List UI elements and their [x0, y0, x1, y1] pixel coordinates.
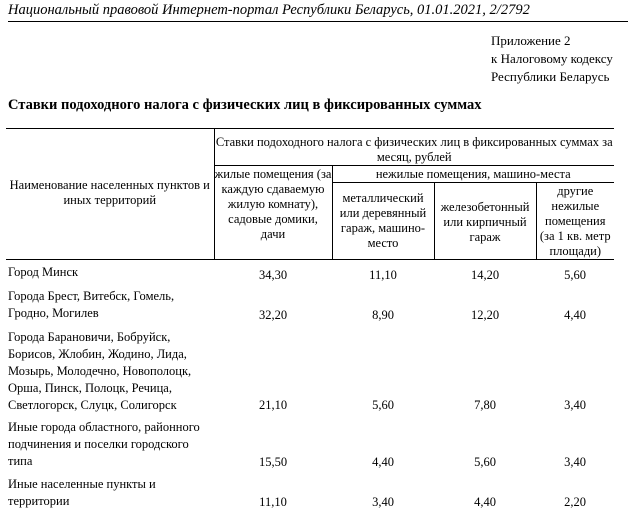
cell-concrete-garage: 12,20: [470, 308, 500, 322]
cell-other: 5,60: [564, 268, 586, 282]
cell-other: 4,40: [564, 308, 586, 322]
row-name: Города Брест, Витебск, Гомель, Гродно, Могилев: [8, 289, 175, 320]
row-name: Иные населенные пункты и территории: [8, 477, 156, 508]
appendix-line-1: Приложение 2: [491, 33, 571, 48]
cell-concrete-garage: 14,20: [470, 268, 500, 282]
cell-residential: 21,10: [258, 398, 288, 412]
cell-residential: 34,30: [258, 268, 288, 282]
row-name: Город Минск: [8, 265, 79, 279]
table-row: [6, 414, 614, 471]
cell-residential: 11,10: [259, 495, 287, 509]
table-row: [6, 262, 614, 284]
row-name: Города Барановичи, Бобруйск, Борисов, Жлобин, Жодино, Лида, Мозырь, Молодечно, Новополоцк, Орша, Пинск, Полоцк, Речица, Светлогорск, Слуцк, Солигорск: [8, 330, 192, 412]
cell-residential: 15,50: [258, 455, 288, 469]
table-row: [6, 471, 614, 511]
table-row: [6, 324, 614, 414]
cell-residential: 32,20: [258, 308, 288, 322]
appendix-line-3: Республики Беларусь: [491, 69, 610, 84]
cell-other: 3,40: [564, 398, 586, 412]
document-title: Ставки подоходного налога с физических лиц в фиксированных суммах: [8, 97, 482, 113]
cell-metal-garage: 3,40: [372, 495, 394, 509]
cell-concrete-garage: 7,80: [474, 398, 496, 412]
col-header-residential: жилые помещения (за каждую сдаваемую жилую комнату), садовые домики, дачи: [214, 166, 332, 260]
cell-other: 2,20: [564, 495, 586, 509]
col-header-concrete-garage: железобетонный или кирпичный гараж: [434, 183, 536, 260]
tax-rates-table: [6, 128, 614, 511]
col-header-metal-garage: металлический или деревянный гараж, машино-место: [332, 183, 434, 260]
cell-metal-garage: 5,60: [372, 398, 394, 412]
cell-metal-garage: 4,40: [372, 455, 394, 469]
appendix-note: [491, 32, 613, 86]
col-header-settlement: Наименование населенных пунктов и иных территорий: [6, 129, 214, 260]
cell-concrete-garage: 4,40: [474, 495, 496, 509]
col-header-nonresidential: нежилые помещения, машино-места: [332, 166, 614, 183]
portal-header: Национальный правовой Интернет-портал Республики Беларусь, 01.01.2021, 2/2792: [8, 2, 628, 22]
cell-other: 3,40: [564, 455, 586, 469]
cell-metal-garage: 11,10: [369, 268, 397, 282]
cell-metal-garage: 8,90: [372, 308, 394, 322]
row-name: Иные города областного, районного подчинения и поселки городского типа: [8, 420, 200, 468]
appendix-line-2: к Налоговому кодексу: [491, 51, 613, 66]
cell-concrete-garage: 5,60: [474, 455, 496, 469]
col-header-rates: Ставки подоходного налога с физических лиц в фиксированных суммах за месяц, рублей: [214, 129, 614, 166]
col-header-other-nonresidential: другие нежилые помещения (за 1 кв. метр площади): [536, 183, 614, 260]
table-row: [6, 284, 614, 324]
